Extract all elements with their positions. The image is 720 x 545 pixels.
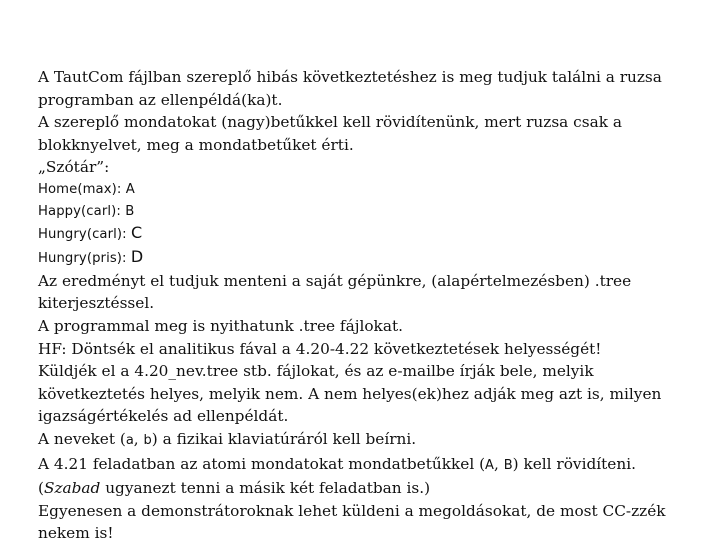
dictionary-value: B [125,203,135,219]
dictionary-key: Hungry(pris): [38,251,131,267]
slide-body [38,66,688,545]
dictionary-entry [38,201,688,223]
paragraph-homework: HF: Döntsék el analitikus fával a 4.20-4.22 következtetések helyességét! [38,339,602,358]
dictionary-value: A [125,181,135,197]
paragraph-names: A neveket (a, b) a fizikai klaviatúráról kell beírni. [38,429,417,448]
dictionary-entry [38,222,688,246]
paragraph-open-files: A programmal meg is nyithatunk .tree fájlokat. [38,316,403,335]
dictionary-entry [38,246,688,270]
paragraph-send-solutions: Egyenesen a demonstrátoroknak lehet küldeni a megoldásokat, de most CC-zzék nekem is! [38,501,666,543]
dictionary-entry [38,179,688,201]
dictionary-key: Hungry(carl): [38,227,131,243]
paragraph-save-result: Az eredményt el tudjuk menteni a saját gépünkre, (alapértelmezésben) .tree kiterjesztéssel. [38,271,632,313]
paragraph-tautcom: A TautCom fájlban szereplő hibás következtetéshez is meg tudjuk találni a ruzsa programban az ellenpéldá(ka)t. [38,68,662,109]
paragraph-allowed: (Szabad ugyanezt tenni a másik két feladatban is.) [38,479,431,498]
paragraph-abbreviation: A szereplő mondatokat (nagy)betűkkel kell rövidítenünk, mert ruzsa csak a blokknyelvet, meg a mondatbetűket érti. [38,113,622,154]
paragraph-submission: Küldjék el a 4.20_nev.tree stb. fájlokat, és az e-mailbe írják bele, melyik következtetés helyes, melyik nem. A nem helyes(ek)hez adják meg azt is, milyen igazságértékelés ad ellenpéldát. [38,362,662,426]
dictionary-key: Home(max): [38,181,126,197]
dictionary-value: D [130,247,144,267]
dictionary-value: C [130,223,143,243]
dictionary-list [38,179,688,270]
dictionary-title: „Szótár”: [38,158,110,177]
paragraph-sentence-letters: A 4.21 feladatban az atomi mondatokat mondatbetűkkel (A, B) kell rövidíteni. [38,454,636,473]
dictionary-key: Happy(carl): [38,203,126,219]
